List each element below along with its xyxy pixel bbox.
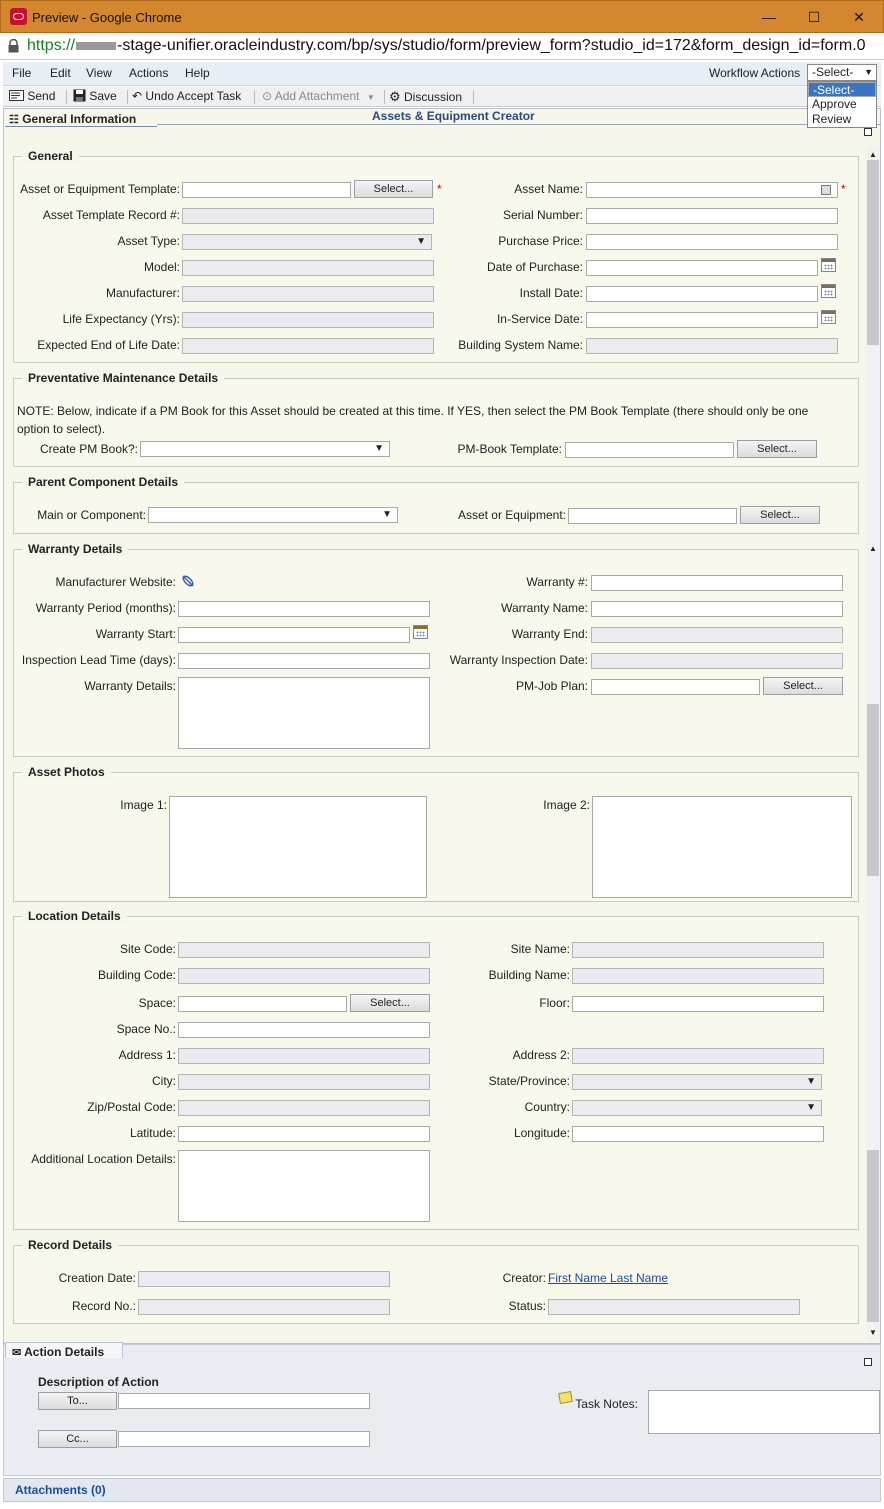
warranty-period-label: Warranty Period (months):	[35, 601, 176, 615]
warranty-period-input[interactable]	[178, 601, 430, 617]
state-label: State/Province:	[488, 1074, 570, 1088]
task-notes-label: Task Notes:	[575, 1397, 638, 1411]
space-no-label: Space No.:	[116, 1022, 176, 1036]
status-label: Status:	[508, 1299, 546, 1313]
discussion-button[interactable]	[389, 89, 462, 105]
send-button[interactable]	[9, 89, 55, 103]
warranty-number-input[interactable]	[591, 575, 843, 591]
asset-template-label: Asset or Equipment Template:	[20, 182, 180, 196]
menu-actions[interactable]: Actions	[129, 66, 169, 80]
pm-book-template-select-button[interactable]: Select...	[737, 440, 817, 458]
note-icon	[558, 1391, 573, 1404]
asset-type-label: Asset Type:	[117, 234, 180, 248]
dropdown-arrow-icon: ▼	[374, 443, 384, 454]
menu-view[interactable]: View	[86, 66, 112, 80]
warranty-title: Warranty Details	[22, 542, 128, 556]
dropdown-arrow-icon: ▼	[382, 509, 392, 520]
scroll-thumb[interactable]	[867, 704, 879, 876]
record-no-label: Record No.:	[71, 1299, 136, 1313]
create-pm-book-select[interactable]	[140, 441, 390, 457]
date-of-purchase-input[interactable]	[586, 260, 818, 276]
serial-number-input[interactable]	[586, 208, 838, 224]
dropdown-arrow-icon: ▼	[416, 236, 426, 247]
asset-or-equipment-input[interactable]	[568, 508, 737, 524]
end-of-life-label: Expected End of Life Date:	[37, 338, 180, 352]
scroll-up-icon[interactable]: ▲	[869, 544, 877, 553]
scroll-down-icon[interactable]: ▼	[869, 1328, 877, 1337]
workflow-option-review[interactable]: Review	[812, 112, 852, 126]
toolbar-separator	[254, 90, 255, 104]
warranty-start-input[interactable]	[178, 627, 410, 643]
undo-icon: ↶	[132, 89, 143, 103]
creation-date-field	[138, 1271, 390, 1287]
warranty-details-textarea[interactable]	[178, 677, 430, 749]
manufacturer-label: Manufacturer:	[105, 286, 180, 300]
state-select[interactable]	[572, 1074, 822, 1090]
end-of-life-field	[182, 338, 434, 354]
purchase-price-label: Purchase Price:	[498, 234, 583, 248]
toolbar-separator	[66, 90, 67, 104]
tab-rule	[157, 124, 881, 125]
undo-accept-task-button[interactable]	[132, 89, 241, 103]
longitude-label: Longitude:	[513, 1126, 570, 1140]
toolbar-separator	[473, 90, 474, 104]
minimize-icon[interactable]: —	[762, 9, 776, 25]
additional-location-textarea[interactable]	[178, 1150, 430, 1222]
workflow-selected-value: -Select-	[812, 65, 854, 79]
save-button[interactable]	[73, 89, 117, 103]
warranty-name-label: Warranty Name:	[501, 601, 588, 615]
warranty-end-field	[591, 627, 843, 643]
link-icon[interactable]	[180, 573, 196, 589]
tab-underline	[5, 126, 157, 127]
main-or-component-select[interactable]	[148, 507, 398, 523]
create-pm-book-label: Create PM Book?:	[39, 442, 138, 456]
life-expectancy-label: Life Expectancy (Yrs):	[62, 312, 180, 326]
asset-or-equipment-select-button[interactable]: Select...	[740, 506, 820, 524]
pm-job-plan-label: PM-Job Plan:	[515, 679, 588, 693]
send-icon	[9, 90, 24, 101]
site-code-field	[178, 942, 430, 958]
pm-note-line2: option to select).	[17, 422, 106, 436]
tab-action-details[interactable]	[5, 1342, 123, 1358]
save-label: Save	[89, 89, 117, 103]
longitude-input[interactable]	[572, 1126, 824, 1142]
pm-title: Preventative Maintenance Details	[22, 371, 224, 385]
menu-file[interactable]: File	[12, 66, 32, 80]
location-group	[13, 916, 859, 1230]
workflow-actions-select[interactable]	[807, 64, 877, 81]
address2-label: Address 2:	[512, 1048, 570, 1062]
in-service-date-label: In-Service Date:	[496, 312, 583, 326]
building-name-label: Building Name:	[488, 968, 570, 982]
address2-field	[572, 1048, 824, 1064]
attachments-bar[interactable]	[3, 1478, 881, 1502]
site-name-field	[572, 942, 824, 958]
form-scrollbar[interactable]	[866, 146, 880, 1342]
creator-label: Creator:	[502, 1271, 546, 1285]
warranty-end-label: Warranty End:	[511, 627, 588, 641]
building-system-label: Building System Name:	[458, 338, 583, 352]
city-field	[178, 1074, 430, 1090]
attachments-label[interactable]: Attachments (0)	[15, 1483, 106, 1497]
zip-field	[178, 1100, 430, 1116]
workflow-option-approve[interactable]: Approve	[812, 97, 857, 111]
dropdown-arrow-icon: ▼	[864, 67, 873, 77]
menu-edit[interactable]: Edit	[50, 66, 71, 80]
space-label: Space:	[138, 996, 176, 1010]
maximize-icon[interactable]: ☐	[807, 9, 821, 25]
redacted-block	[76, 42, 116, 50]
address1-field	[178, 1048, 430, 1064]
close-icon[interactable]: ✕	[853, 9, 865, 25]
manufacturer-website-label: Manufacturer Website:	[55, 575, 176, 589]
space-select-button[interactable]: Select...	[350, 994, 430, 1012]
model-field	[182, 260, 434, 276]
general-title: General	[22, 149, 79, 163]
main-or-component-label: Main or Component:	[37, 508, 146, 522]
record-no-field	[138, 1299, 390, 1315]
asset-name-label: Asset Name:	[514, 182, 583, 196]
cc-input[interactable]	[118, 1431, 370, 1447]
dropdown-arrow-icon: ▼	[806, 1102, 816, 1113]
image2-box[interactable]	[592, 796, 852, 898]
action-tab-icon: ✉	[12, 1347, 22, 1359]
chrome-app-icon	[10, 8, 27, 25]
install-date-label: Install Date:	[519, 286, 583, 300]
image1-box[interactable]	[169, 796, 427, 898]
creator-link[interactable]: First Name Last Name	[548, 1271, 669, 1285]
floor-input[interactable]	[572, 996, 824, 1012]
window-titlebar	[0, 0, 884, 33]
asset-type-select[interactable]	[182, 234, 432, 250]
date-of-purchase-label: Date of Purchase:	[486, 260, 583, 274]
building-code-field	[178, 968, 430, 984]
discussion-label: Discussion	[404, 90, 463, 104]
address1-label: Address 1:	[118, 1048, 176, 1062]
calendar-icon[interactable]	[413, 625, 428, 639]
form-title: Assets & Equipment Creator	[372, 109, 535, 123]
country-select[interactable]	[572, 1100, 822, 1116]
description-of-action-label: Description of Action	[38, 1375, 159, 1389]
pm-job-plan-input[interactable]	[591, 679, 760, 695]
window-title: Preview - Google Chrome	[32, 10, 182, 25]
space-input[interactable]	[178, 996, 347, 1012]
floor-label: Floor:	[539, 996, 570, 1010]
asset-template-record-label: Asset Template Record #:	[42, 208, 180, 222]
asset-template-select-button[interactable]: Select...	[354, 180, 433, 198]
warranty-name-input[interactable]	[591, 601, 843, 617]
location-title: Location Details	[22, 909, 127, 923]
image2-label: Image 2:	[543, 798, 590, 812]
warranty-number-label: Warranty #:	[526, 575, 588, 589]
additional-location-label: Additional Location Details:	[31, 1152, 176, 1166]
required-marker: *	[437, 182, 442, 196]
lock-icon	[8, 39, 19, 53]
tab-action-details-label: Action Details	[24, 1345, 105, 1359]
cc-button[interactable]: Cc...	[38, 1430, 117, 1448]
manufacturer-field	[182, 286, 434, 302]
image1-label: Image 1:	[120, 798, 167, 812]
collapse-icon[interactable]	[864, 128, 872, 136]
tab-general-information-label: General Information	[22, 112, 137, 126]
country-label: Country:	[524, 1100, 570, 1114]
form-tab-icon: ☷	[9, 114, 19, 126]
task-notes-textarea[interactable]	[648, 1390, 880, 1434]
calendar-icon[interactable]	[821, 310, 836, 324]
required-marker: *	[841, 182, 846, 196]
menu-help[interactable]: Help	[185, 66, 210, 80]
purchase-price-input[interactable]	[586, 234, 838, 250]
creation-date-label: Creation Date:	[58, 1271, 136, 1285]
city-label: City:	[152, 1074, 176, 1088]
warranty-details-label: Warranty Details:	[84, 679, 176, 693]
latitude-input[interactable]	[178, 1126, 430, 1142]
warranty-start-label: Warranty Start:	[95, 627, 176, 641]
workflow-option-select[interactable]: -Select-	[808, 82, 876, 97]
pm-job-plan-select-button[interactable]: Select...	[763, 677, 843, 695]
building-system-field	[586, 338, 838, 354]
form-toolbar	[3, 87, 881, 107]
workflow-actions-label: Workflow Actions	[709, 66, 801, 80]
discussion-icon: ⚙	[389, 89, 401, 104]
site-code-label: Site Code:	[119, 942, 176, 956]
asset-or-equipment-label: Asset or Equipment:	[457, 508, 566, 522]
asset-template-input[interactable]	[182, 182, 351, 198]
scroll-thumb[interactable]	[867, 1150, 879, 1322]
address-bar[interactable]	[0, 33, 884, 60]
inspection-lead-time-input[interactable]	[178, 653, 430, 669]
collapse-icon[interactable]	[864, 1358, 872, 1366]
scroll-up-icon[interactable]: ▲	[869, 150, 877, 159]
add-attachment-label: Add Attachment	[274, 89, 360, 103]
save-icon	[73, 89, 86, 102]
inspection-lead-time-label: Inspection Lead Time (days):	[21, 653, 176, 667]
undo-label: Undo Accept Task	[145, 89, 242, 103]
building-name-field	[572, 968, 824, 984]
pm-note-line1: NOTE: Below, indicate if a PM Book for this Asset should be created at this time. If YES, then select the PM Book Template (there should only be one	[17, 404, 809, 418]
serial-number-label: Serial Number:	[502, 208, 583, 222]
translate-icon[interactable]	[821, 185, 831, 195]
paperclip-icon: ⊙	[262, 89, 273, 103]
to-input[interactable]	[118, 1393, 370, 1409]
record-title: Record Details	[22, 1238, 118, 1252]
photos-title: Asset Photos	[22, 765, 111, 779]
asset-name-input[interactable]	[586, 182, 838, 198]
toolbar-separator	[127, 90, 128, 104]
latitude-label: Latitude:	[129, 1126, 176, 1140]
model-label: Model:	[143, 260, 180, 274]
install-date-input[interactable]	[586, 286, 818, 302]
workflow-dropdown-list	[807, 81, 877, 128]
url-text[interactable]	[27, 37, 866, 55]
pm-book-template-input[interactable]	[565, 442, 734, 458]
calendar-icon[interactable]	[821, 284, 836, 298]
send-label: Send	[27, 89, 56, 103]
space-no-input[interactable]	[178, 1022, 430, 1038]
toolbar-separator	[384, 90, 385, 104]
building-code-label: Building Code:	[97, 968, 176, 982]
warranty-inspection-date-field	[591, 653, 843, 669]
to-button[interactable]: To...	[38, 1392, 117, 1410]
calendar-icon[interactable]	[821, 258, 836, 272]
life-expectancy-field	[182, 312, 434, 328]
site-name-label: Site Name:	[510, 942, 570, 956]
zip-label: Zip/Postal Code:	[87, 1100, 176, 1114]
parent-title: Parent Component Details	[22, 475, 184, 489]
asset-template-record-field	[182, 208, 434, 224]
url-path: -stage-unifier.oracleindustry.com/bp/sys/studio/form/preview_form?studio_id=172&form_design_id=form.0	[117, 37, 866, 54]
url-protocol: https://	[27, 37, 76, 54]
scroll-thumb[interactable]	[867, 160, 879, 345]
chevron-down-icon: ▼	[366, 93, 375, 102]
pm-book-template-label: PM-Book Template:	[457, 442, 562, 456]
warranty-inspection-date-label: Warranty Inspection Date:	[449, 653, 588, 667]
status-field	[548, 1299, 800, 1315]
in-service-date-input[interactable]	[586, 312, 818, 328]
dropdown-arrow-icon: ▼	[806, 1076, 816, 1087]
add-attachment-button[interactable]	[262, 89, 375, 103]
